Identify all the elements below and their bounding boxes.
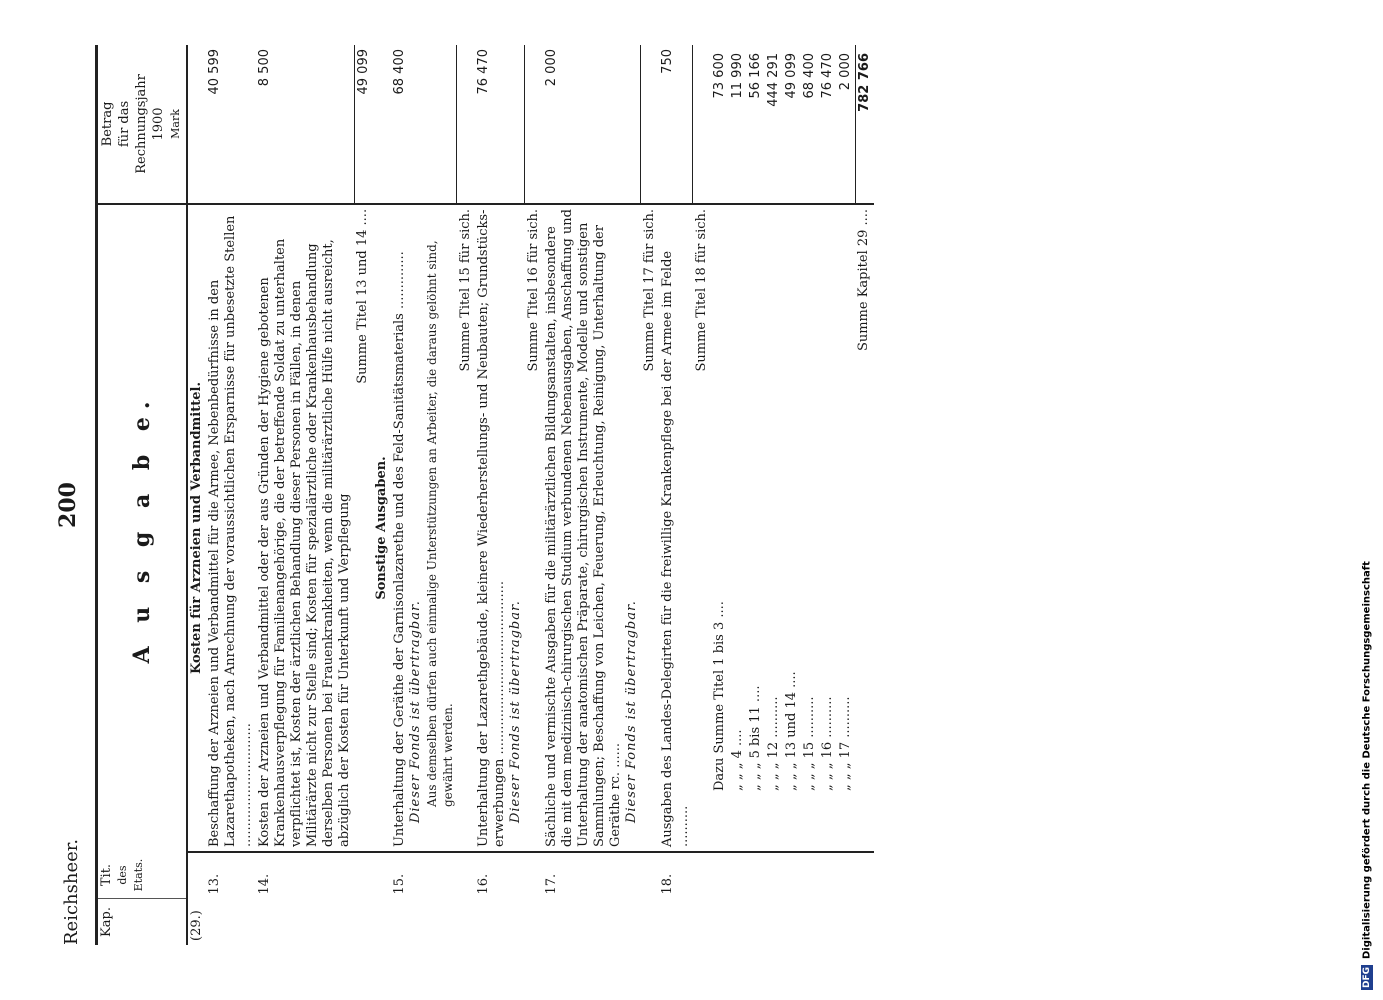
row-text: Sächliche und vermischte Ausgaben für die militärärztlichen Bildungsanstalten, insbesondere die mit dem medizinisch-chirurgischen Studium verbundenen Nebenausgaben, Anschaffung und Unterhaltung der anatomischen Präparate, chirurgischen Instrumente, Modelle und sonstigen Sammlungen; Beschaffung von Leichen, Feuerung, Erleuchtung, Reinigung, Unterhaltung der Geräthe rc. ...... — [543, 209, 623, 848]
row-amount: 750 — [659, 49, 675, 74]
tit-number: 13. — [207, 873, 222, 895]
tit-number: 14. — [257, 873, 272, 895]
sum-label: Summe Titel 13 und 14 .... — [354, 204, 373, 852]
row-text: Unterhaltung der Geräthe der Garnisonlazarethe und des Feld-Sanitätsmaterials .............. — [391, 251, 407, 848]
summary-label: Dazu Summe Titel 1 bis 3 .... — [711, 204, 729, 852]
empty-cell — [354, 899, 373, 945]
table-row — [391, 45, 457, 945]
header-des-etats: des Etats. — [116, 858, 145, 892]
empty-cell — [711, 852, 729, 898]
table-header-row — [97, 45, 188, 945]
empty-cell — [783, 852, 801, 898]
summary-row — [783, 45, 801, 945]
empty-cell — [855, 852, 874, 898]
table-row — [475, 45, 525, 945]
total-row — [855, 45, 874, 945]
digitization-caption — [1357, 10, 1377, 990]
total-amount: 782 766 — [856, 53, 872, 112]
row-text-block — [475, 204, 525, 852]
row-amount: 76 470 — [475, 49, 491, 95]
empty-cell — [819, 852, 837, 898]
summary-label: „ „ „ 12 .......... — [765, 204, 783, 852]
row-text: Unterhaltung der Lazarethgebäude, kleinere Wiederherstellungs- und Neubauten; Grundstücks-erwerbungen .......................................... — [475, 209, 507, 848]
section-title-arzneien: Kosten für Arzneien und Verbandmittel. — [187, 204, 206, 852]
row-subnote: Aus demselben dürfen auch einmalige Unterstützungen an Arbeiter, die daraus gelöhnt sind, gewährt werden. — [424, 240, 455, 808]
header-kap — [97, 899, 188, 945]
header-amount-unit: Mark — [169, 109, 182, 139]
summary-amount: 56 166 — [747, 53, 763, 99]
table-row — [256, 45, 354, 945]
summary-row — [747, 45, 765, 945]
row-amount: 8 500 — [256, 45, 354, 204]
tit-number: 15. — [391, 873, 407, 895]
sum-label: Summe Titel 16 für sich. — [525, 204, 543, 852]
summary-label: „ „ „ 15 .......... — [801, 204, 819, 852]
empty-cell — [525, 899, 543, 945]
summary-row — [801, 45, 819, 945]
empty-cell — [819, 899, 837, 945]
sum-label: Summe Titel 18 für sich. — [693, 204, 711, 852]
empty-cell — [457, 45, 475, 204]
table-row — [659, 45, 693, 945]
empty-cell — [187, 45, 206, 204]
tit-number: 18. — [659, 873, 675, 895]
empty-cell — [391, 899, 457, 945]
empty-cell — [457, 899, 475, 945]
page-number: 200 — [55, 482, 81, 528]
header-tit — [97, 852, 188, 898]
summary-label: „ „ „ 13 und 14 .... — [783, 204, 801, 852]
empty-cell — [801, 899, 819, 945]
summary-amount: 11 990 — [729, 53, 745, 99]
empty-cell — [693, 899, 711, 945]
kap-number: (29.) — [189, 910, 204, 941]
empty-cell — [765, 852, 783, 898]
header-amount — [97, 45, 188, 204]
empty-cell — [729, 899, 747, 945]
total-label: Summe Kapitel 29 .... — [855, 204, 874, 852]
header-amount-line3: Rechnungsjahr — [134, 74, 149, 174]
summary-label: „ „ „ 5 bis 11 .... — [747, 204, 765, 852]
running-head-title: Reichsheer. — [61, 838, 82, 945]
sum-label: Summe Titel 17 für sich. — [641, 204, 659, 852]
empty-cell — [641, 852, 659, 898]
sum-row — [693, 45, 711, 945]
summary-row — [711, 45, 729, 945]
empty-cell — [659, 899, 693, 945]
summary-amount: 444 291 — [765, 53, 781, 107]
dfg-logo: DFG — [1362, 966, 1372, 988]
empty-cell — [641, 899, 659, 945]
empty-cell — [765, 899, 783, 945]
header-amount-line2: für das — [117, 100, 132, 148]
empty-cell — [373, 852, 391, 898]
row-note: Dieser Fonds ist übertragbar. — [507, 600, 523, 824]
header-description: A u s g a b e. — [97, 204, 188, 852]
empty-cell — [693, 45, 711, 204]
empty-cell — [206, 899, 256, 945]
sum-row — [457, 45, 475, 945]
sum-amount: 49 099 — [355, 49, 371, 95]
empty-cell — [373, 899, 391, 945]
empty-cell — [747, 852, 765, 898]
empty-cell — [525, 852, 543, 898]
row-note: Dieser Fonds ist übertragbar. — [407, 600, 423, 824]
table-row — [206, 45, 256, 945]
sum-label: Summe Titel 15 für sich. — [457, 204, 475, 852]
empty-cell — [525, 45, 543, 204]
empty-cell — [729, 852, 747, 898]
summary-row — [729, 45, 747, 945]
row-text: Beschaffung der Arzneien und Verbandmittel für die Armee, Nebenbedürfnisse in den Lazarethapotheken, nach Anrechnung der voraussichtlichen Ersparnisse für unbesetzte Stellen .............................. — [206, 204, 256, 852]
summary-label: „ „ „ 4 .... — [729, 204, 747, 852]
row-amount: 40 599 — [207, 49, 222, 95]
header-tit-label: Tit. — [99, 863, 114, 887]
sum-row — [354, 45, 373, 945]
digitization-caption-text: Digitalisierung gefördert durch die Deutsche Forschungsgemeinschaft — [1361, 561, 1373, 959]
empty-cell — [783, 899, 801, 945]
page-body — [55, 49, 874, 945]
section-title-sonstige: Sonstige Ausgaben. — [373, 204, 391, 852]
empty-cell — [837, 899, 856, 945]
summary-amount: 76 470 — [819, 53, 835, 99]
sum-row — [641, 45, 659, 945]
table-row — [543, 45, 641, 945]
summary-amount: 68 400 — [801, 53, 817, 99]
summary-row — [765, 45, 783, 945]
empty-cell — [747, 899, 765, 945]
row-amount: 68 400 — [391, 49, 407, 95]
row-text-block — [543, 204, 641, 852]
empty-cell — [837, 852, 856, 898]
row-text: Ausgaben des Landes-Delegirten für die freiwillige Krankenpflege bei der Armee im Felde .......... — [659, 204, 693, 852]
empty-cell — [354, 852, 373, 898]
summary-row — [819, 45, 837, 945]
empty-cell — [855, 899, 874, 945]
summary-amount: 49 099 — [783, 53, 799, 99]
row-amount: 2 000 — [543, 49, 559, 87]
tit-number: 16. — [475, 873, 491, 895]
empty-cell — [711, 899, 729, 945]
summary-row — [837, 45, 856, 945]
empty-cell — [256, 899, 354, 945]
empty-cell — [801, 852, 819, 898]
empty-cell — [373, 45, 391, 204]
summary-amount: 2 000 — [837, 45, 856, 204]
empty-cell — [543, 899, 641, 945]
empty-cell — [187, 852, 206, 898]
section-row — [373, 45, 391, 945]
running-head — [55, 65, 95, 945]
empty-cell — [475, 899, 525, 945]
empty-cell — [641, 45, 659, 204]
empty-cell — [693, 852, 711, 898]
header-amount-line4: 1900 — [151, 107, 166, 141]
empty-cell — [457, 852, 475, 898]
row-text: Kosten der Arzneien und Verbandmittel oder der aus Gründen der Hygiene gebotenen Krankenhausverpflegung für Familienangehörige, die der betreffende Soldat zu unterhalten verpflichtet ist, Kosten der ärztlichen Behandlung dieser Personen in Fällen, in denen Militärärzte nicht zur Stelle sind; Kosten für spezialärztliche oder Krankenhausbehandlung derselben Personen bei Frauenkrankheiten, wenn die militärärztliche Hülfe nicht ausreicht, abzüglich der Kosten für Unterkunft und Verpflegung — [256, 204, 354, 852]
header-kap-label: Kap. — [99, 907, 114, 937]
kap-row — [187, 45, 206, 945]
row-text-block — [391, 204, 457, 852]
row-note: Dieser Fonds ist übertragbar. — [623, 600, 639, 824]
header-amount-line1: Betrag — [100, 101, 115, 147]
ledger-table — [95, 45, 874, 945]
summary-amount: 73 600 — [711, 53, 727, 99]
summary-label: „ „ „ 17 .......... — [837, 204, 856, 852]
sum-row — [525, 45, 543, 945]
summary-label: „ „ „ 16 .......... — [819, 204, 837, 852]
tit-number: 17. — [543, 873, 559, 895]
